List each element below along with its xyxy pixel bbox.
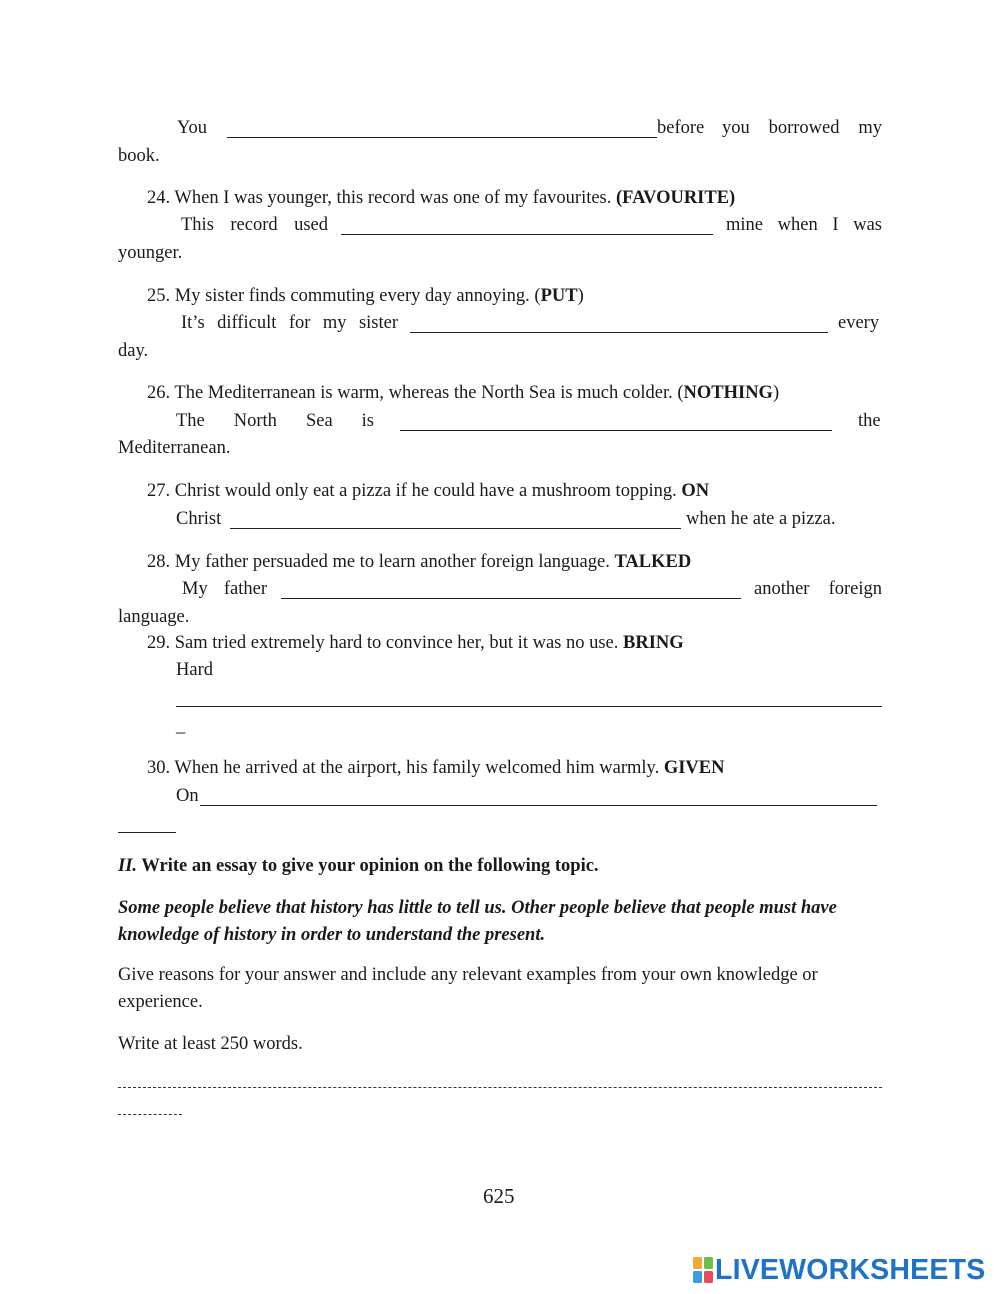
q24-question: 24. When I was younger, this record was one of my favourites. (FAVOURITE) bbox=[147, 188, 736, 208]
q29-keyword: BRING bbox=[623, 633, 684, 653]
q27-question: 27. Christ would only eat a pizza if he could have a mushroom topping. ON bbox=[147, 481, 710, 501]
q27-answer-blank[interactable] bbox=[230, 513, 681, 529]
q28-keyword: TALKED bbox=[614, 552, 692, 572]
liveworksheets-logo bbox=[693, 1255, 985, 1285]
q24-wrap: younger. bbox=[118, 243, 183, 263]
q27-prompt-start: Christ bbox=[176, 509, 222, 529]
q26-word-after: the bbox=[858, 411, 881, 431]
q26-question: 26. The Mediterranean is warm, whereas the North Sea is much colder. (NOTHING) bbox=[147, 383, 780, 403]
q26-answer-blank[interactable] bbox=[400, 415, 832, 431]
essay-answer-line[interactable] bbox=[118, 1087, 882, 1088]
q23-after-blank: before bbox=[657, 118, 705, 138]
section2-topic-line2: knowledge of history in order to understand the present. bbox=[118, 925, 546, 945]
q26-keyword: NOTHING bbox=[683, 383, 773, 403]
section2-word-count: Write at least 250 words. bbox=[118, 1034, 303, 1054]
q24-words-before: This record used bbox=[181, 215, 328, 235]
q29-question: 29. Sam tried extremely hard to convince her, but it was no use. BRING bbox=[147, 633, 684, 653]
q26-words-before: The North Sea is bbox=[176, 411, 374, 431]
q30-question: 30. When he arrived at the airport, his family welcomed him warmly. GIVEN bbox=[147, 758, 725, 778]
q23-prompt-start: You bbox=[177, 118, 208, 138]
q28-words-before: My father bbox=[182, 579, 267, 599]
q28-wrap: language. bbox=[118, 607, 190, 627]
q25-wrap: day. bbox=[118, 341, 149, 361]
q26-wrap: Mediterranean. bbox=[118, 438, 231, 458]
logo-tiles-icon bbox=[693, 1257, 713, 1283]
q29-answer-blank[interactable] bbox=[176, 691, 882, 707]
q30-answer-blank-cont[interactable] bbox=[118, 817, 176, 833]
q27-prompt-end: when he ate a pizza. bbox=[686, 509, 836, 529]
q28-question: 28. My father persuaded me to learn another foreign language. TALKED bbox=[147, 552, 692, 572]
q25-keyword: PUT bbox=[540, 286, 578, 306]
q23-answer-blank[interactable] bbox=[227, 122, 657, 138]
q24-answer-blank[interactable] bbox=[341, 219, 713, 235]
essay-answer-line-cont[interactable] bbox=[118, 1114, 182, 1115]
page-number: 625 bbox=[483, 1184, 515, 1208]
q30-keyword: GIVEN bbox=[663, 758, 725, 778]
q29-prompt-start: Hard bbox=[176, 660, 213, 680]
q30-answer-blank[interactable] bbox=[200, 790, 877, 806]
q25-words-before: It’s difficult for my sister bbox=[181, 313, 398, 333]
section2-topic-line1: Some people believe that history has little to tell us. Other people believe that people must have bbox=[118, 898, 837, 918]
q23-wrap: book. bbox=[118, 146, 160, 166]
q28-answer-blank[interactable] bbox=[281, 583, 741, 599]
q29-wrap: _ bbox=[176, 716, 186, 736]
q24-keyword: (FAVOURITE) bbox=[616, 188, 736, 208]
q24-words-after: mine when I was bbox=[726, 215, 882, 235]
q28-words-after: another foreign bbox=[754, 579, 882, 599]
section2-instruction-line2: experience. bbox=[118, 992, 203, 1012]
q30-prompt-start: On bbox=[176, 786, 199, 806]
section2-instruction-line1: Give reasons for your answer and include any relevant examples from your own knowledge or bbox=[118, 965, 818, 985]
q23-words: you borrowed my bbox=[722, 118, 882, 138]
q25-question: 25. My sister finds commuting every day annoying. (PUT) bbox=[147, 286, 584, 306]
q25-answer-blank[interactable] bbox=[410, 317, 828, 333]
q27-keyword: ON bbox=[681, 481, 710, 501]
section2-heading: II. Write an essay to give your opinion on the following topic. bbox=[118, 856, 599, 876]
logo-text: LIVEWORKSHEETS bbox=[715, 1253, 986, 1286]
q25-word-after: every bbox=[838, 313, 880, 333]
